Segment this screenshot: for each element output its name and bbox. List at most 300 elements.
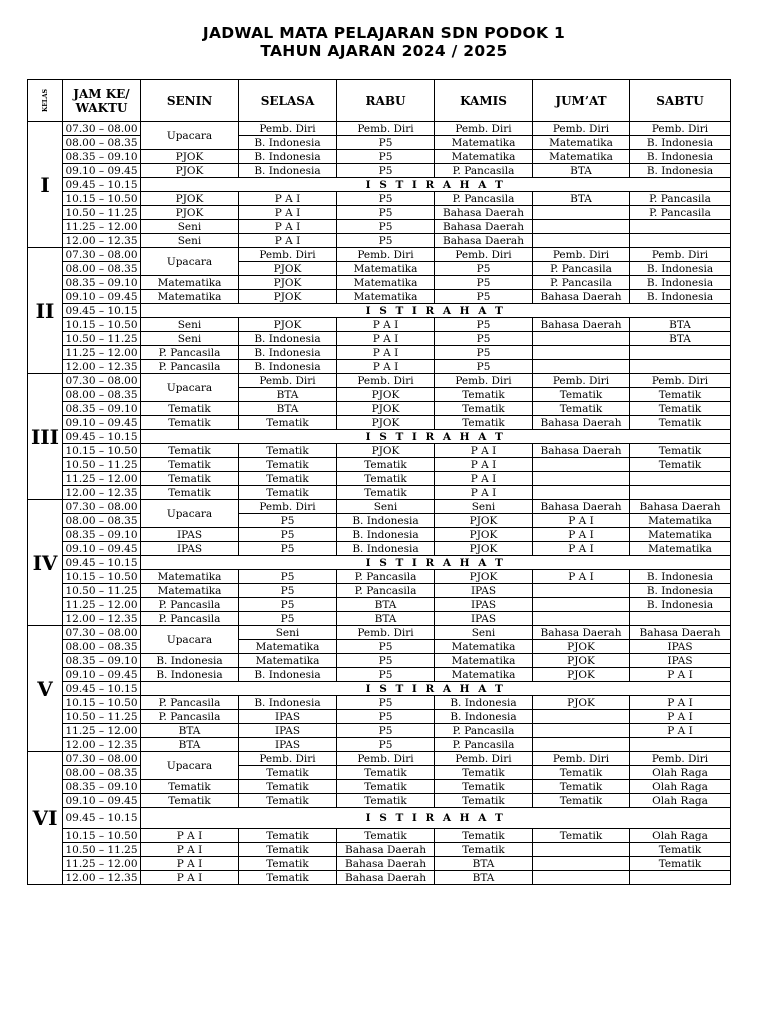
- subject-cell: P. Pancasila: [141, 598, 239, 612]
- time-cell: 08.00 – 08.35: [63, 640, 141, 654]
- time-cell: 10.15 – 10.50: [63, 318, 141, 332]
- subject-cell: B. Indonesia: [141, 654, 239, 668]
- time-cell: 10.15 – 10.50: [63, 829, 141, 843]
- class-label: I: [28, 122, 63, 248]
- subject-cell: Tematik: [337, 780, 435, 794]
- subject-cell: P5: [337, 206, 435, 220]
- subject-cell: BTA: [239, 388, 337, 402]
- subject-cell: Matematika: [630, 514, 731, 528]
- time-cell: 07.30 – 08.00: [63, 374, 141, 388]
- table-row: [28, 738, 731, 752]
- subject-cell: P A I: [533, 542, 630, 556]
- subject-cell: IPAS: [141, 542, 239, 556]
- subject-cell: B. Indonesia: [337, 514, 435, 528]
- subject-cell: [533, 724, 630, 738]
- table-row: [28, 472, 731, 486]
- table-row: [28, 780, 731, 794]
- subject-cell: P5: [239, 612, 337, 626]
- subject-cell: Matematika: [337, 276, 435, 290]
- subject-cell: Olah Raga: [630, 766, 731, 780]
- title-line-2: TAHUN AJARAN 2024 / 2025: [260, 42, 508, 60]
- break-cell: I S T I R A H A T: [141, 556, 731, 570]
- subject-cell: B. Indonesia: [630, 290, 731, 304]
- subject-cell: B. Indonesia: [630, 150, 731, 164]
- subject-cell: Pemb. Diri: [533, 374, 630, 388]
- subject-cell: [533, 584, 630, 598]
- break-row: [28, 808, 731, 829]
- time-cell: 08.00 – 08.35: [63, 262, 141, 276]
- subject-cell: PJOK: [141, 164, 239, 178]
- time-cell: 11.25 – 12.00: [63, 598, 141, 612]
- subject-cell: P5: [337, 150, 435, 164]
- subject-cell: BTA: [141, 724, 239, 738]
- subject-cell: Tematik: [141, 486, 239, 500]
- table-row: [28, 528, 731, 542]
- subject-cell: P A I: [533, 514, 630, 528]
- table-row: [28, 843, 731, 857]
- subject-cell: P A I: [239, 206, 337, 220]
- subject-cell: P5: [239, 514, 337, 528]
- subject-cell: B. Indonesia: [435, 710, 533, 724]
- subject-cell: Tematik: [533, 829, 630, 843]
- subject-cell: Olah Raga: [630, 829, 731, 843]
- subject-cell: P A I: [533, 528, 630, 542]
- subject-cell: Matematika: [141, 584, 239, 598]
- subject-cell: P. Pancasila: [533, 262, 630, 276]
- subject-cell: Tematik: [141, 780, 239, 794]
- table-row: [28, 360, 731, 374]
- subject-cell: PJOK: [533, 654, 630, 668]
- subject-cell: Tematik: [141, 416, 239, 430]
- time-cell: 11.25 – 12.00: [63, 346, 141, 360]
- schedule-table: [27, 79, 731, 885]
- header-day-kamis: KAMIS: [435, 80, 533, 122]
- subject-cell: P5: [337, 654, 435, 668]
- table-row: [28, 332, 731, 346]
- subject-cell: Tematik: [630, 843, 731, 857]
- subject-cell: Bahasa Daerah: [337, 857, 435, 871]
- subject-cell: IPAS: [435, 612, 533, 626]
- subject-cell: Matematika: [435, 150, 533, 164]
- subject-cell: Tematik: [337, 472, 435, 486]
- subject-cell: B. Indonesia: [239, 696, 337, 710]
- subject-cell: P5: [435, 276, 533, 290]
- subject-cell: P. Pancasila: [141, 710, 239, 724]
- subject-cell: Tematik: [141, 794, 239, 808]
- subject-cell: Seni: [141, 332, 239, 346]
- subject-cell: Tematik: [239, 416, 337, 430]
- subject-cell: P5: [337, 738, 435, 752]
- subject-cell: P A I: [630, 710, 731, 724]
- subject-cell: P A I: [435, 458, 533, 472]
- subject-cell: P5: [337, 192, 435, 206]
- subject-cell: Tematik: [239, 829, 337, 843]
- table-row: [28, 150, 731, 164]
- subject-cell: [533, 857, 630, 871]
- subject-cell: Matematika: [141, 276, 239, 290]
- subject-cell: P A I: [337, 360, 435, 374]
- subject-cell: Seni: [141, 220, 239, 234]
- subject-cell: P5: [337, 220, 435, 234]
- subject-cell: Pemb. Diri: [435, 752, 533, 766]
- table-row: [28, 192, 731, 206]
- break-cell: I S T I R A H A T: [141, 304, 731, 318]
- table-row: [28, 514, 731, 528]
- subject-cell: [533, 486, 630, 500]
- time-cell: 08.35 – 09.10: [63, 654, 141, 668]
- subject-cell: [533, 710, 630, 724]
- time-cell: 10.50 – 11.25: [63, 584, 141, 598]
- subject-cell: [630, 472, 731, 486]
- subject-cell: BTA: [435, 871, 533, 885]
- subject-cell: [630, 234, 731, 248]
- time-cell: 08.35 – 09.10: [63, 528, 141, 542]
- time-cell: 09.45 – 10.15: [63, 682, 141, 696]
- subject-cell: P5: [337, 696, 435, 710]
- subject-cell: [533, 346, 630, 360]
- break-row: [28, 178, 731, 192]
- table-row: [28, 668, 731, 682]
- subject-cell: BTA: [630, 318, 731, 332]
- subject-cell: [533, 598, 630, 612]
- subject-cell: B. Indonesia: [239, 332, 337, 346]
- subject-cell: B. Indonesia: [630, 584, 731, 598]
- break-row: [28, 430, 731, 444]
- subject-cell: P. Pancasila: [141, 612, 239, 626]
- subject-cell: P A I: [239, 234, 337, 248]
- time-cell: 07.30 – 08.00: [63, 752, 141, 766]
- subject-cell: Tematik: [435, 780, 533, 794]
- subject-cell: PJOK: [141, 150, 239, 164]
- subject-cell: B. Indonesia: [239, 668, 337, 682]
- subject-cell: Matematika: [630, 528, 731, 542]
- subject-cell: Pemb. Diri: [435, 248, 533, 262]
- subject-cell: [630, 220, 731, 234]
- subject-cell: Upacara: [141, 122, 239, 150]
- subject-cell: [533, 612, 630, 626]
- subject-cell: P5: [239, 528, 337, 542]
- time-cell: 08.00 – 08.35: [63, 766, 141, 780]
- table-row: [28, 710, 731, 724]
- subject-cell: Tematik: [435, 829, 533, 843]
- time-cell: 10.50 – 11.25: [63, 332, 141, 346]
- subject-cell: Tematik: [337, 766, 435, 780]
- subject-cell: P5: [337, 136, 435, 150]
- subject-cell: Tematik: [435, 416, 533, 430]
- header-jam-waktu: JAM KE/ WAKTU: [63, 80, 141, 122]
- subject-cell: P. Pancasila: [435, 164, 533, 178]
- subject-cell: [533, 738, 630, 752]
- time-cell: 10.50 – 11.25: [63, 843, 141, 857]
- subject-cell: P5: [337, 724, 435, 738]
- subject-cell: B. Indonesia: [630, 136, 731, 150]
- subject-cell: P A I: [337, 318, 435, 332]
- subject-cell: Seni: [141, 234, 239, 248]
- subject-cell: Pemb. Diri: [435, 374, 533, 388]
- break-row: [28, 304, 731, 318]
- subject-cell: Tematik: [533, 402, 630, 416]
- subject-cell: BTA: [435, 857, 533, 871]
- break-row: [28, 682, 731, 696]
- subject-cell: Tematik: [533, 794, 630, 808]
- subject-cell: Pemb. Diri: [630, 122, 731, 136]
- time-cell: 11.25 – 12.00: [63, 220, 141, 234]
- subject-cell: IPAS: [239, 724, 337, 738]
- subject-cell: P. Pancasila: [630, 206, 731, 220]
- subject-cell: P5: [337, 164, 435, 178]
- time-cell: 10.50 – 11.25: [63, 458, 141, 472]
- time-cell: 09.45 – 10.15: [63, 304, 141, 318]
- time-cell: 09.10 – 09.45: [63, 794, 141, 808]
- subject-cell: P5: [435, 360, 533, 374]
- subject-cell: [533, 220, 630, 234]
- subject-cell: Matematika: [435, 640, 533, 654]
- subject-cell: Pemb. Diri: [630, 374, 731, 388]
- table-row: [28, 248, 731, 262]
- time-cell: 12.00 – 12.35: [63, 486, 141, 500]
- subject-cell: PJOK: [337, 416, 435, 430]
- break-cell: I S T I R A H A T: [141, 178, 731, 192]
- subject-cell: Bahasa Daerah: [630, 626, 731, 640]
- table-row: [28, 640, 731, 654]
- subject-cell: Tematik: [239, 458, 337, 472]
- subject-cell: B. Indonesia: [337, 542, 435, 556]
- subject-cell: [533, 843, 630, 857]
- subject-cell: Bahasa Daerah: [533, 290, 630, 304]
- subject-cell: P5: [239, 570, 337, 584]
- subject-cell: BTA: [533, 192, 630, 206]
- table-row: [28, 290, 731, 304]
- subject-cell: P. Pancasila: [141, 360, 239, 374]
- subject-cell: Tematik: [239, 857, 337, 871]
- subject-cell: P. Pancasila: [435, 738, 533, 752]
- document-title: [0, 24, 768, 60]
- subject-cell: Matematika: [533, 136, 630, 150]
- subject-cell: IPAS: [630, 640, 731, 654]
- subject-cell: P. Pancasila: [435, 192, 533, 206]
- subject-cell: Tematik: [630, 444, 731, 458]
- time-cell: 12.00 – 12.35: [63, 234, 141, 248]
- subject-cell: Olah Raga: [630, 794, 731, 808]
- subject-cell: Pemb. Diri: [239, 752, 337, 766]
- table-row: [28, 542, 731, 556]
- subject-cell: P A I: [435, 472, 533, 486]
- table-row: [28, 570, 731, 584]
- subject-cell: IPAS: [239, 710, 337, 724]
- subject-cell: B. Indonesia: [630, 276, 731, 290]
- subject-cell: P A I: [337, 346, 435, 360]
- break-cell: I S T I R A H A T: [141, 430, 731, 444]
- subject-cell: Matematika: [239, 654, 337, 668]
- table-row: [28, 206, 731, 220]
- table-row: [28, 262, 731, 276]
- subject-cell: Tematik: [141, 472, 239, 486]
- subject-cell: Tematik: [533, 780, 630, 794]
- subject-cell: BTA: [337, 598, 435, 612]
- subject-cell: Upacara: [141, 500, 239, 528]
- subject-cell: [533, 206, 630, 220]
- subject-cell: [533, 360, 630, 374]
- header-day-rabu: RABU: [337, 80, 435, 122]
- time-cell: 11.25 – 12.00: [63, 472, 141, 486]
- table-row: [28, 500, 731, 514]
- subject-cell: Tematik: [141, 402, 239, 416]
- table-row: [28, 857, 731, 871]
- table-row: [28, 402, 731, 416]
- subject-cell: Pemb. Diri: [239, 374, 337, 388]
- subject-cell: B. Indonesia: [239, 164, 337, 178]
- time-cell: 09.45 – 10.15: [63, 430, 141, 444]
- subject-cell: PJOK: [337, 444, 435, 458]
- time-cell: 08.35 – 09.10: [63, 780, 141, 794]
- table-row: [28, 752, 731, 766]
- subject-cell: [630, 738, 731, 752]
- subject-cell: Tematik: [239, 486, 337, 500]
- header-day-jumat: JUM’AT: [533, 80, 630, 122]
- subject-cell: P. Pancasila: [141, 346, 239, 360]
- subject-cell: P. Pancasila: [337, 584, 435, 598]
- subject-cell: Matematika: [141, 570, 239, 584]
- subject-cell: P A I: [337, 332, 435, 346]
- subject-cell: Tematik: [141, 444, 239, 458]
- subject-cell: Bahasa Daerah: [630, 500, 731, 514]
- subject-cell: P5: [435, 346, 533, 360]
- table-row: [28, 346, 731, 360]
- subject-cell: P A I: [435, 444, 533, 458]
- time-cell: 09.45 – 10.15: [63, 178, 141, 192]
- subject-cell: PJOK: [435, 570, 533, 584]
- table-row: [28, 584, 731, 598]
- table-row: [28, 486, 731, 500]
- subject-cell: Tematik: [337, 794, 435, 808]
- time-cell: 08.35 – 09.10: [63, 402, 141, 416]
- subject-cell: Pemb. Diri: [337, 626, 435, 640]
- subject-cell: P A I: [533, 570, 630, 584]
- subject-cell: Tematik: [337, 829, 435, 843]
- subject-cell: P5: [435, 290, 533, 304]
- time-cell: 10.15 – 10.50: [63, 444, 141, 458]
- time-cell: 07.30 – 08.00: [63, 500, 141, 514]
- time-cell: 07.30 – 08.00: [63, 248, 141, 262]
- time-cell: 09.10 – 09.45: [63, 416, 141, 430]
- subject-cell: B. Indonesia: [239, 360, 337, 374]
- subject-cell: Olah Raga: [630, 780, 731, 794]
- table-row: [28, 612, 731, 626]
- class-label: VI: [28, 752, 63, 885]
- subject-cell: Tematik: [435, 794, 533, 808]
- table-row: [28, 276, 731, 290]
- subject-cell: Tematik: [630, 458, 731, 472]
- time-cell: 10.50 – 11.25: [63, 206, 141, 220]
- subject-cell: PJOK: [533, 668, 630, 682]
- subject-cell: Seni: [239, 626, 337, 640]
- subject-cell: Upacara: [141, 752, 239, 780]
- subject-cell: PJOK: [533, 696, 630, 710]
- subject-cell: P A I: [239, 220, 337, 234]
- subject-cell: P5: [435, 332, 533, 346]
- subject-cell: Seni: [435, 626, 533, 640]
- subject-cell: P5: [239, 584, 337, 598]
- time-cell: 09.10 – 09.45: [63, 164, 141, 178]
- time-cell: 09.45 – 10.15: [63, 556, 141, 570]
- subject-cell: Upacara: [141, 248, 239, 276]
- table-row: [28, 724, 731, 738]
- subject-cell: Tematik: [435, 388, 533, 402]
- table-row: [28, 234, 731, 248]
- subject-cell: [630, 346, 731, 360]
- header-day-sabtu: SABTU: [630, 80, 731, 122]
- time-cell: 08.00 – 08.35: [63, 136, 141, 150]
- subject-cell: Tematik: [239, 444, 337, 458]
- subject-cell: Pemb. Diri: [337, 122, 435, 136]
- table-row: [28, 416, 731, 430]
- subject-cell: Bahasa Daerah: [533, 444, 630, 458]
- subject-cell: P A I: [141, 829, 239, 843]
- subject-cell: Matematika: [630, 542, 731, 556]
- table-row: [28, 598, 731, 612]
- table-row: [28, 136, 731, 150]
- time-cell: 08.00 – 08.35: [63, 514, 141, 528]
- subject-cell: Tematik: [239, 843, 337, 857]
- subject-cell: B. Indonesia: [239, 150, 337, 164]
- time-cell: 09.10 – 09.45: [63, 290, 141, 304]
- subject-cell: [533, 871, 630, 885]
- subject-cell: P5: [337, 668, 435, 682]
- subject-cell: BTA: [630, 332, 731, 346]
- subject-cell: Matematika: [435, 136, 533, 150]
- subject-cell: PJOK: [239, 318, 337, 332]
- subject-cell: P5: [435, 318, 533, 332]
- table-row: [28, 122, 731, 136]
- subject-cell: PJOK: [533, 640, 630, 654]
- subject-cell: B. Indonesia: [337, 528, 435, 542]
- subject-cell: BTA: [533, 164, 630, 178]
- table-row: [28, 871, 731, 885]
- time-cell: 12.00 – 12.35: [63, 738, 141, 752]
- subject-cell: PJOK: [239, 276, 337, 290]
- subject-cell: PJOK: [239, 290, 337, 304]
- subject-cell: P A I: [630, 696, 731, 710]
- table-row: [28, 829, 731, 843]
- subject-cell: Upacara: [141, 374, 239, 402]
- subject-cell: P5: [435, 262, 533, 276]
- time-cell: 09.45 – 10.15: [63, 808, 141, 829]
- subject-cell: P A I: [630, 668, 731, 682]
- subject-cell: P. Pancasila: [337, 570, 435, 584]
- time-cell: 08.35 – 09.10: [63, 276, 141, 290]
- subject-cell: Seni: [435, 500, 533, 514]
- subject-cell: PJOK: [141, 206, 239, 220]
- subject-cell: [533, 458, 630, 472]
- subject-cell: Tematik: [630, 416, 731, 430]
- subject-cell: Tematik: [533, 766, 630, 780]
- subject-cell: Matematika: [337, 290, 435, 304]
- table-row: [28, 654, 731, 668]
- time-cell: 09.10 – 09.45: [63, 542, 141, 556]
- subject-cell: Seni: [337, 500, 435, 514]
- subject-cell: B. Indonesia: [630, 570, 731, 584]
- time-cell: 10.15 – 10.50: [63, 696, 141, 710]
- subject-cell: Pemb. Diri: [435, 122, 533, 136]
- break-cell: I S T I R A H A T: [141, 808, 731, 829]
- subject-cell: IPAS: [435, 584, 533, 598]
- subject-cell: Bahasa Daerah: [337, 843, 435, 857]
- table-row: [28, 374, 731, 388]
- class-label: II: [28, 248, 63, 374]
- title-line-1: JADWAL MATA PELAJARAN SDN PODOK 1: [202, 24, 566, 42]
- subject-cell: PJOK: [337, 402, 435, 416]
- table-row: [28, 696, 731, 710]
